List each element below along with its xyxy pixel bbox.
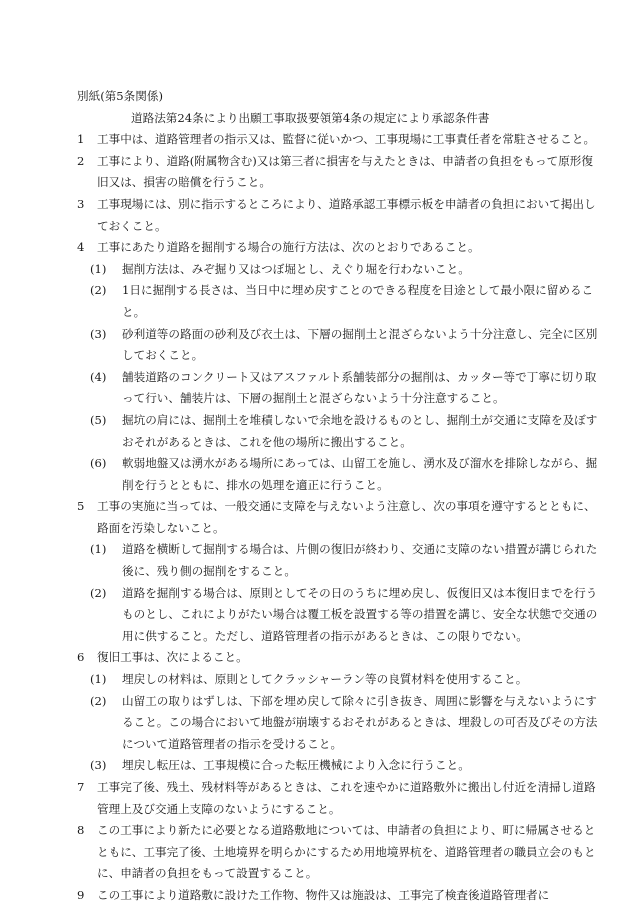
item-number: 8 <box>77 823 85 838</box>
sub-item-text: 舗装道路のコンクリート又はアスファルト系舗装部分の掘削は、カッター等で丁寧に切り取って行い、舗装片は、下層の掘削土と混ざらないよう十分注意すること。 <box>122 369 597 406</box>
sub-item-number: (6) <box>90 456 107 471</box>
item-text: この工事により道路敷に設けた工作物、物件又は施設は、工事完了検査後道路管理者に <box>97 887 550 902</box>
sub-item-text: 掘削方法は、みぞ掘り又はつぼ堀とし、えぐり堀を行わないこと。 <box>122 261 470 276</box>
item-text: 工事により、道路(附属物含む)又は第三者に損害を与えたときは、申請者の負担をもって原形復旧又は、損害の賠償を行うこと。 <box>97 153 593 190</box>
sub-item-text: 砂利道等の路面の砂利及び衣土は、下層の掘削土と混ざらないよう十分注意し、完全に区別しておくこと。 <box>122 326 598 363</box>
sub-item <box>77 539 600 582</box>
sub-item <box>77 367 600 410</box>
sub-item-text: 埋戻しの材料は、原則としてクラッシャーラン等の良質材料を使用すること。 <box>122 672 528 687</box>
sub-item-number: (2) <box>90 693 107 708</box>
sub-item-number: (3) <box>90 326 107 341</box>
item-number: 6 <box>77 650 85 665</box>
sub-item-number: (4) <box>90 369 107 384</box>
item-number: 7 <box>77 780 85 794</box>
item-number: 9 <box>77 887 85 902</box>
item-text: 工事完了後、残土、残材料等があるときは、これを速やかに道路敷外に搬出し付近を清掃し道路管理上及び交通上支障のないようにすること。 <box>97 780 596 816</box>
item-number: 2 <box>77 153 85 168</box>
sub-item <box>77 410 600 453</box>
sub-item-number: (5) <box>90 412 107 427</box>
item-text: この工事により新たに必要となる道路敷地については、申請者の負担により、町に帰属させるとともに、工事完了後、土地境界を明らかにするため用地境界杭を、道路管理者の職員立会のもとに、申請者の負担をもって設置すること。 <box>97 823 596 881</box>
sub-item-text: 山留工の取りはずしは、下部を埋め戻して除々に引き抜き、周囲に影響を与えないようにすること。この場合において地盤が崩壊するおそれがあるときは、埋殺しの可否及びその方法について道路管理者の指示を受けること。 <box>122 693 598 751</box>
item-text: 工事現場には、別に指示するところにより、道路承認工事標示板を申請者の負担において掲出しておくこと。 <box>97 196 596 233</box>
sub-item <box>77 280 600 323</box>
document-title: 道路法第24条により出願工事取扱要領第4条の規定により承認条件書 <box>131 110 490 125</box>
sub-item <box>77 755 600 777</box>
sub-item-text: 道路を掘削する場合は、原則としてその日のうちに埋め戻し、仮復旧又は本復旧までを行うものとし、これによりがたい場合は覆工板を設置する等の措置を講じ、安全な状態で交通の用に供すること。ただし、道路管理者の指示があるときは、この限りでない。 <box>122 585 598 643</box>
sub-item-number: (2) <box>90 585 107 600</box>
sub-item-number: (3) <box>90 758 107 773</box>
item-number: 1 <box>77 132 85 147</box>
sub-item-text: 軟弱地盤又は湧水がある場所にあっては、山留工を施し、湧水及び溜水を排除しながら、掘削を行うとともに、排水の処理を適正に行うこと。 <box>122 456 598 492</box>
list-item <box>77 820 600 885</box>
item-number: 3 <box>77 196 85 211</box>
list-item <box>77 194 600 237</box>
list-item <box>77 496 600 539</box>
item-number: 5 <box>77 499 85 514</box>
sub-item <box>77 691 600 756</box>
sub-item-number: (1) <box>90 672 107 687</box>
sub-item <box>77 324 600 367</box>
list-item <box>77 237 600 259</box>
list-item <box>77 647 600 669</box>
list-item <box>77 777 600 820</box>
item-number: 4 <box>77 240 85 255</box>
item-text: 工事の実施に当っては、一般交通に支障を与えないよう注意し、次の事項を遵守するとともに、路面を汚染しないこと。 <box>97 499 596 535</box>
sub-item-text: 掘坑の肩には、掘削土を堆積しないで余地を設けるものとし、掘削土が交通に支障を及ぼすおそれがあるときは、これを他の場所に搬出すること。 <box>122 412 598 449</box>
sub-item <box>77 259 600 281</box>
sub-item-number: (1) <box>90 542 107 557</box>
sub-item <box>77 583 600 648</box>
sub-item-number: (2) <box>90 283 107 298</box>
sub-item-number: (1) <box>90 261 107 276</box>
item-text: 工事中は、道路管理者の指示又は、監督に従いかつ、工事現場に工事責任者を常駐させること。 <box>97 132 596 147</box>
item-list <box>77 129 600 906</box>
document-header: 別紙(第5条関係) <box>77 89 163 103</box>
list-item <box>77 129 600 151</box>
sub-item <box>77 669 600 691</box>
sub-item-text: 1日に掘削する長さは、当日中に埋め戻すことのできる程度を目途として最小限に留めること。 <box>122 283 594 319</box>
item-text: 工事にあたり道路を掘削する場合の施行方法は、次のとおりであること。 <box>97 240 480 255</box>
sub-item-text: 道路を横断して掘削する場合は、片側の復旧が終わり、交通に支障のない措置が講じられた後に、残り側の掘削をすること。 <box>122 542 598 579</box>
item-text: 復旧工事は、次によること。 <box>97 650 248 665</box>
list-item <box>77 151 600 194</box>
sub-item <box>77 453 600 496</box>
sub-item-text: 埋戻し転圧は、工事規模に合った転圧機械により入念に行うこと。 <box>122 758 470 773</box>
list-item <box>77 885 600 907</box>
